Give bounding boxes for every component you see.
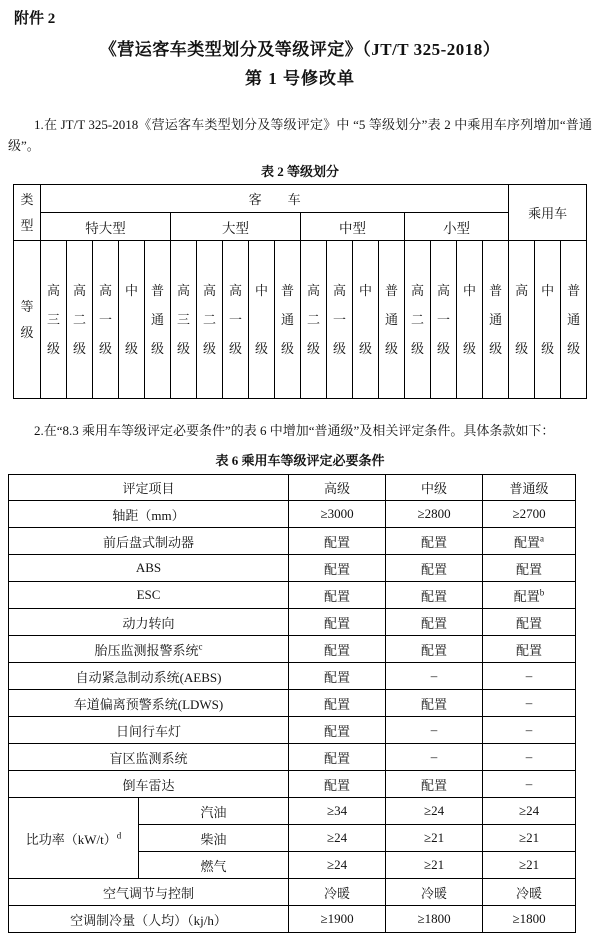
table6-item-cell: 自动紧急制动系统(AEBS) (9, 663, 289, 690)
table6-value-cell: ≥2800 (386, 501, 483, 528)
table2-corner-type-label: 类 型 (14, 185, 41, 241)
table6-value-cell: – (483, 663, 576, 690)
table6-value-cell: – (386, 717, 483, 744)
table6-value-cell: 配置 (289, 609, 386, 636)
table6-row (9, 528, 576, 555)
table6-fuel-cell: 汽油 (139, 798, 289, 825)
table6-item-cell: 胎压监测报警系统$^c$ (9, 636, 289, 663)
table6-row (9, 744, 576, 771)
paragraph-2: 2.在“8.3 乘用车等级评定必要条件”的表 6 中增加“普通级”及相关评定条件。具体条款如下： (34, 423, 555, 438)
table2-size-group-header: 特大型 (41, 213, 171, 241)
table6-value-cell: 配置 (386, 771, 483, 798)
table2-passenger-car-header: 乘用车 (509, 185, 587, 241)
table6-value-cell: ≥24 (386, 798, 483, 825)
table6-value-cell: ≥21 (386, 852, 483, 879)
table2-grade-cell: 中 级 (249, 241, 275, 399)
table6-item-cell: 轴距（mm） (9, 501, 289, 528)
table6-value-cell: ≥21 (483, 825, 576, 852)
table6-item-cell: 倒车雷达 (9, 771, 289, 798)
table6-value-cell: – (483, 690, 576, 717)
table2-grade-cell: 高 二 级 (405, 241, 431, 399)
table6-value-cell: ≥3000 (289, 501, 386, 528)
table6-value-cell: 冷暖 (483, 879, 576, 906)
attachment-label: 附件 2 (14, 11, 56, 27)
table6-row (9, 717, 576, 744)
table6-value-cell: 配置$^b$ (483, 582, 576, 609)
table6-value-cell: 配置 (289, 636, 386, 663)
table6-value-cell: 配置 (289, 717, 386, 744)
table2-bus-header: 客 车 (41, 185, 509, 213)
table2-grade-cell: 高 二 级 (197, 241, 223, 399)
table6-value-cell: ≥1800 (386, 906, 483, 933)
table2-grade-cell: 中 级 (353, 241, 379, 399)
table2-grade-cell: 高 一 级 (327, 241, 353, 399)
table2-caption: 表 2 等级划分 (260, 164, 339, 179)
table6-item-cell: 空调制冷量（人均）（kj/h） (9, 906, 289, 933)
table2-grade-cell: 普 通 级 (483, 241, 509, 399)
table6-item-cell: 盲区监测系统 (9, 744, 289, 771)
table6-value-cell: 配置 (483, 609, 576, 636)
table6-value-cell: 配置 (289, 744, 386, 771)
table6-value-cell: 配置 (386, 555, 483, 582)
table2-grade-cell: 高 三 级 (171, 241, 197, 399)
table6-header-item: 评定项目 (9, 475, 289, 501)
table6-value-cell: ≥21 (386, 825, 483, 852)
table6-power-row (9, 798, 576, 825)
table6-item-cell: 车道偏离预警系统(LDWS) (9, 690, 289, 717)
table6-value-cell: ≥24 (289, 852, 386, 879)
table6-fuel-cell: 燃气 (139, 852, 289, 879)
table6-value-cell: ≥21 (483, 852, 576, 879)
table6-value-cell: 配置 (483, 636, 576, 663)
table2-grade-cell: 中 级 (535, 241, 561, 399)
table6-value-cell: 配置 (386, 636, 483, 663)
document-page (0, 7, 600, 929)
table6-power-group-label: 比功率$(kW/t)^d$ (9, 798, 139, 879)
table6-value-cell: – (386, 744, 483, 771)
table6-value-cell: 配置 (289, 528, 386, 555)
table6-row (9, 609, 576, 636)
table2-grade-cell: 普 通 级 (379, 241, 405, 399)
table6-value-cell: 配置 (289, 771, 386, 798)
table6-fuel-cell: 柴油 (139, 825, 289, 852)
table2-grade-cell: 高 一 级 (93, 241, 119, 399)
table6-row (9, 582, 576, 609)
table2-grade-row-label: 等 级 (14, 241, 41, 399)
table6-value-cell: – (483, 771, 576, 798)
table2-grade-cell: 普 通 级 (275, 241, 301, 399)
table6-value-cell: 配置$^a$ (483, 528, 576, 555)
doc-title: 《营运客车类型划分及等级评定》（JT/T 325-2018） (99, 40, 501, 59)
table2-grade-cell: 高 二 级 (67, 241, 93, 399)
table2-size-group-header: 小型 (405, 213, 509, 241)
table2-grade-cell: 高 一 级 (431, 241, 457, 399)
table6-item-cell: 空气调节与控制 (9, 879, 289, 906)
table6-value-cell: ≥2700 (483, 501, 576, 528)
table6-header-grade: 中级 (386, 475, 483, 501)
table6-row (9, 879, 576, 906)
table2-grade-cell: 普 通 级 (561, 241, 587, 399)
table6-value-cell: 配置 (289, 690, 386, 717)
table6-row (9, 636, 576, 663)
table6-value-cell: 配置 (289, 663, 386, 690)
doc-subtitle: 第 1 号修改单 (245, 69, 355, 88)
table6-row (9, 501, 576, 528)
paragraph-1: 1.在 JT/T 325-2018《营运客车类型划分及等级评定》中 “5 等级划分”表 2 中乘用车序列增加“普通级”。 (8, 117, 592, 153)
table6-item-cell: 动力转向 (9, 609, 289, 636)
table6-value-cell: 配置 (386, 528, 483, 555)
table6-value-cell: – (483, 744, 576, 771)
table2-size-group-header: 中型 (301, 213, 405, 241)
table6-value-cell: 配置 (386, 690, 483, 717)
table6-row (9, 663, 576, 690)
table6-row (9, 771, 576, 798)
table6-item-cell: 前后盘式制动器 (9, 528, 289, 555)
table6-value-cell: ≥24 (483, 798, 576, 825)
table6-value-cell: 配置 (386, 582, 483, 609)
table6-header-grade: 普通级 (483, 475, 576, 501)
table2-size-group-header: 大型 (171, 213, 301, 241)
table6-value-cell: ≥34 (289, 798, 386, 825)
table6-item-cell: ABS (9, 555, 289, 582)
table6-value-cell: 配置 (386, 609, 483, 636)
table6-header-grade: 高级 (289, 475, 386, 501)
table2-grade-cell: 中 级 (457, 241, 483, 399)
table6-value-cell: – (483, 717, 576, 744)
table6-value-cell: 配置 (289, 582, 386, 609)
table2-grade-cell: 普 通 级 (145, 241, 171, 399)
table2-grade-cell: 高 二 级 (301, 241, 327, 399)
table6-value-cell: ≥1800 (483, 906, 576, 933)
table6-row (9, 690, 576, 717)
table6-row (9, 906, 576, 933)
table2-grade-cell: 高 一 级 (223, 241, 249, 399)
table6-value-cell: 冷暖 (289, 879, 386, 906)
grade-classification-table (13, 184, 587, 399)
table6-item-cell: 日间行车灯 (9, 717, 289, 744)
table6-value-cell: – (386, 663, 483, 690)
table2-grade-cell: 高 级 (509, 241, 535, 399)
table6-value-cell: 配置 (289, 555, 386, 582)
table6-item-cell: ESC (9, 582, 289, 609)
passenger-car-criteria-table (8, 474, 576, 933)
table6-value-cell: ≥1900 (289, 906, 386, 933)
table6-value-cell: 配置 (483, 555, 576, 582)
table2-grade-cell: 高 三 级 (41, 241, 67, 399)
table6-value-cell: ≥24 (289, 825, 386, 852)
table2-grade-cell: 中 级 (119, 241, 145, 399)
table6-value-cell: 冷暖 (386, 879, 483, 906)
table6-caption: 表 6 乘用车等级评定必要条件 (215, 453, 385, 468)
table6-row (9, 555, 576, 582)
